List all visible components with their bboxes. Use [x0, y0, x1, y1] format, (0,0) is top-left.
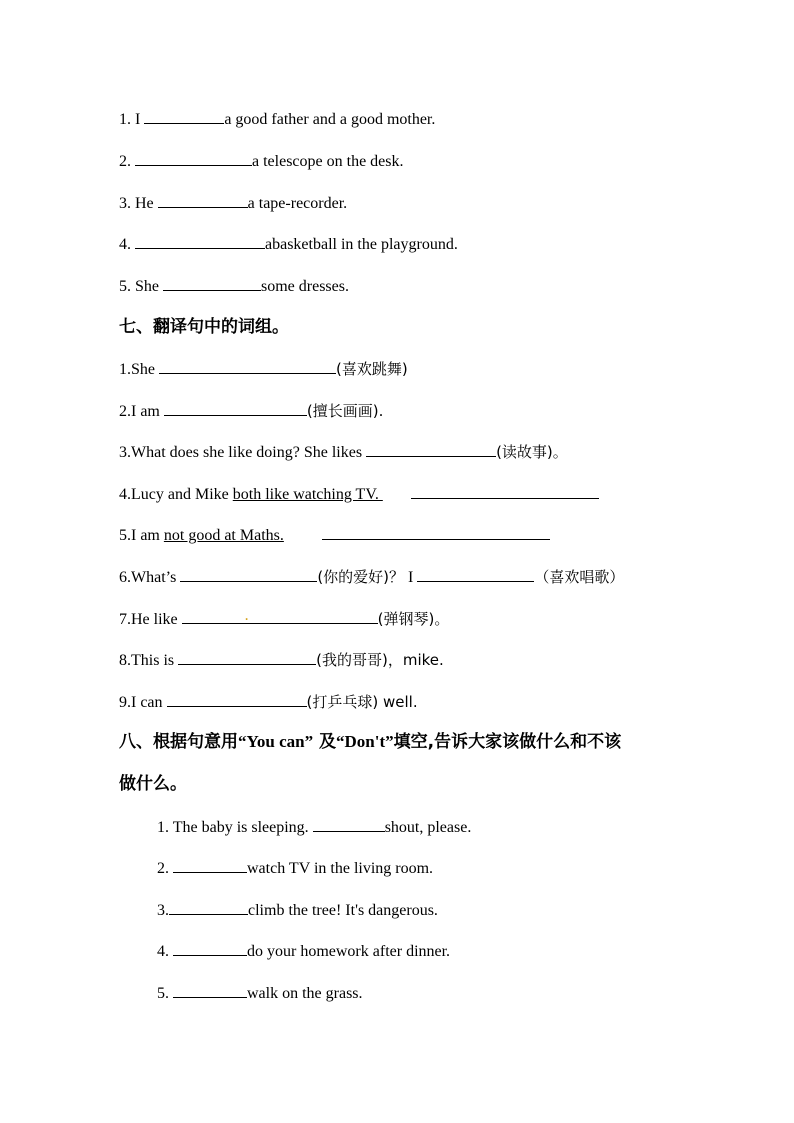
exercise-line	[157, 816, 471, 838]
chinese-hint: （喜欢唱歌）	[534, 568, 625, 586]
line-suffix: a good father and a good mother.	[224, 111, 436, 128]
exercise-line	[119, 691, 418, 713]
exercise-line	[119, 192, 347, 214]
line-middle: I	[404, 569, 418, 586]
exercise-line	[157, 940, 450, 962]
line-prefix: 7.He like	[119, 611, 182, 628]
line-suffix: abasketball in the playground.	[265, 236, 458, 253]
answer-blank[interactable]	[411, 483, 599, 499]
section-heading	[119, 731, 621, 753]
line-prefix: 5.I am	[119, 527, 164, 544]
line-prefix: 5. She	[119, 278, 163, 295]
heading-quote: “You can”	[238, 732, 314, 751]
answer-blank[interactable]	[158, 192, 248, 208]
underlined-phrase: not good at Maths.	[163, 527, 284, 544]
exercise-line	[119, 524, 550, 546]
answer-blank[interactable]	[169, 899, 248, 915]
exercise-line	[119, 400, 383, 422]
section-heading: 七、翻译句中的词组。	[119, 317, 289, 337]
line-suffix: do your homework after dinner.	[247, 943, 451, 960]
chinese-hint: (弹钢琴)。	[377, 610, 450, 628]
exercise-line	[119, 108, 435, 130]
line-prefix: 3.What does she like doing? She likes	[119, 444, 367, 461]
exercise-line	[119, 150, 404, 172]
line-prefix: 4.	[119, 236, 135, 253]
line-prefix: 3. He	[119, 195, 158, 212]
answer-blank[interactable]	[322, 524, 550, 540]
answer-blank[interactable]	[135, 150, 252, 166]
chinese-hint: (擅长画画).	[306, 402, 384, 420]
exercise-line	[157, 857, 433, 879]
stray-dot: .	[244, 607, 249, 624]
answer-blank[interactable]	[182, 608, 378, 624]
line-prefix: 4.Lucy and Mike	[119, 486, 233, 503]
exercise-line	[119, 566, 624, 588]
answer-blank[interactable]	[159, 358, 336, 374]
line-suffix: some dresses.	[261, 278, 349, 295]
answer-blank[interactable]	[135, 233, 265, 249]
answer-blank[interactable]	[144, 108, 224, 124]
exercise-line	[119, 441, 568, 463]
line-prefix: 8.This is	[119, 652, 179, 669]
answer-blank[interactable]	[164, 400, 307, 416]
chinese-hint: (喜欢跳舞)	[336, 360, 408, 378]
chinese-hint: (打乒乓球) well.	[306, 693, 418, 711]
exercise-line	[119, 483, 599, 505]
line-prefix: 2.	[157, 860, 173, 877]
line-prefix: 3.	[157, 902, 169, 919]
section-heading-continuation: 做什么。	[119, 774, 187, 794]
exercise-line	[119, 275, 349, 297]
heading-text: 及	[313, 732, 337, 752]
exercise-line	[157, 899, 438, 921]
answer-blank[interactable]	[417, 566, 534, 582]
answer-blank[interactable]	[167, 691, 307, 707]
answer-blank[interactable]	[173, 940, 247, 956]
heading-quote: “Don't”	[336, 732, 394, 751]
answer-blank[interactable]	[173, 857, 247, 873]
answer-blank[interactable]	[173, 982, 247, 998]
heading-text: 填空,告诉大家该做什么和不该	[393, 732, 622, 752]
answer-blank[interactable]	[366, 441, 496, 457]
exercise-line	[119, 649, 444, 671]
exercise-line	[157, 982, 363, 1004]
answer-blank[interactable]	[180, 566, 317, 582]
line-suffix: climb the tree! It's dangerous.	[248, 902, 438, 919]
exercise-line	[119, 233, 458, 255]
line-prefix: 2.	[119, 153, 135, 170]
chinese-hint: (我的哥哥)，mike.	[316, 651, 444, 669]
line-prefix: 1. The baby is sleeping.	[157, 819, 313, 836]
line-prefix: 1.She	[119, 361, 159, 378]
line-prefix: 9.I can	[119, 694, 167, 711]
line-suffix: a telescope on the desk.	[252, 153, 404, 170]
line-prefix: 2.I am	[119, 403, 164, 420]
line-prefix: 4.	[157, 943, 173, 960]
line-suffix: watch TV in the living room.	[247, 860, 434, 877]
exercise-line	[119, 608, 449, 630]
line-suffix: walk on the grass.	[247, 985, 363, 1002]
line-prefix: 6.What’s	[119, 569, 181, 586]
underlined-phrase: both like watching TV.	[232, 486, 383, 503]
line-suffix: shout, please.	[384, 819, 472, 836]
line-prefix: 5.	[157, 985, 173, 1002]
exercise-line	[119, 358, 408, 380]
line-prefix: 1. I	[119, 111, 145, 128]
answer-blank[interactable]	[313, 816, 385, 832]
heading-text: 八、根据句意用	[119, 732, 238, 752]
answer-blank[interactable]	[178, 649, 316, 665]
chinese-hint: (你的爱好)？	[317, 568, 405, 586]
answer-blank[interactable]	[163, 275, 261, 291]
chinese-hint: (读故事)。	[496, 443, 568, 461]
line-suffix: a tape-recorder.	[247, 195, 348, 212]
